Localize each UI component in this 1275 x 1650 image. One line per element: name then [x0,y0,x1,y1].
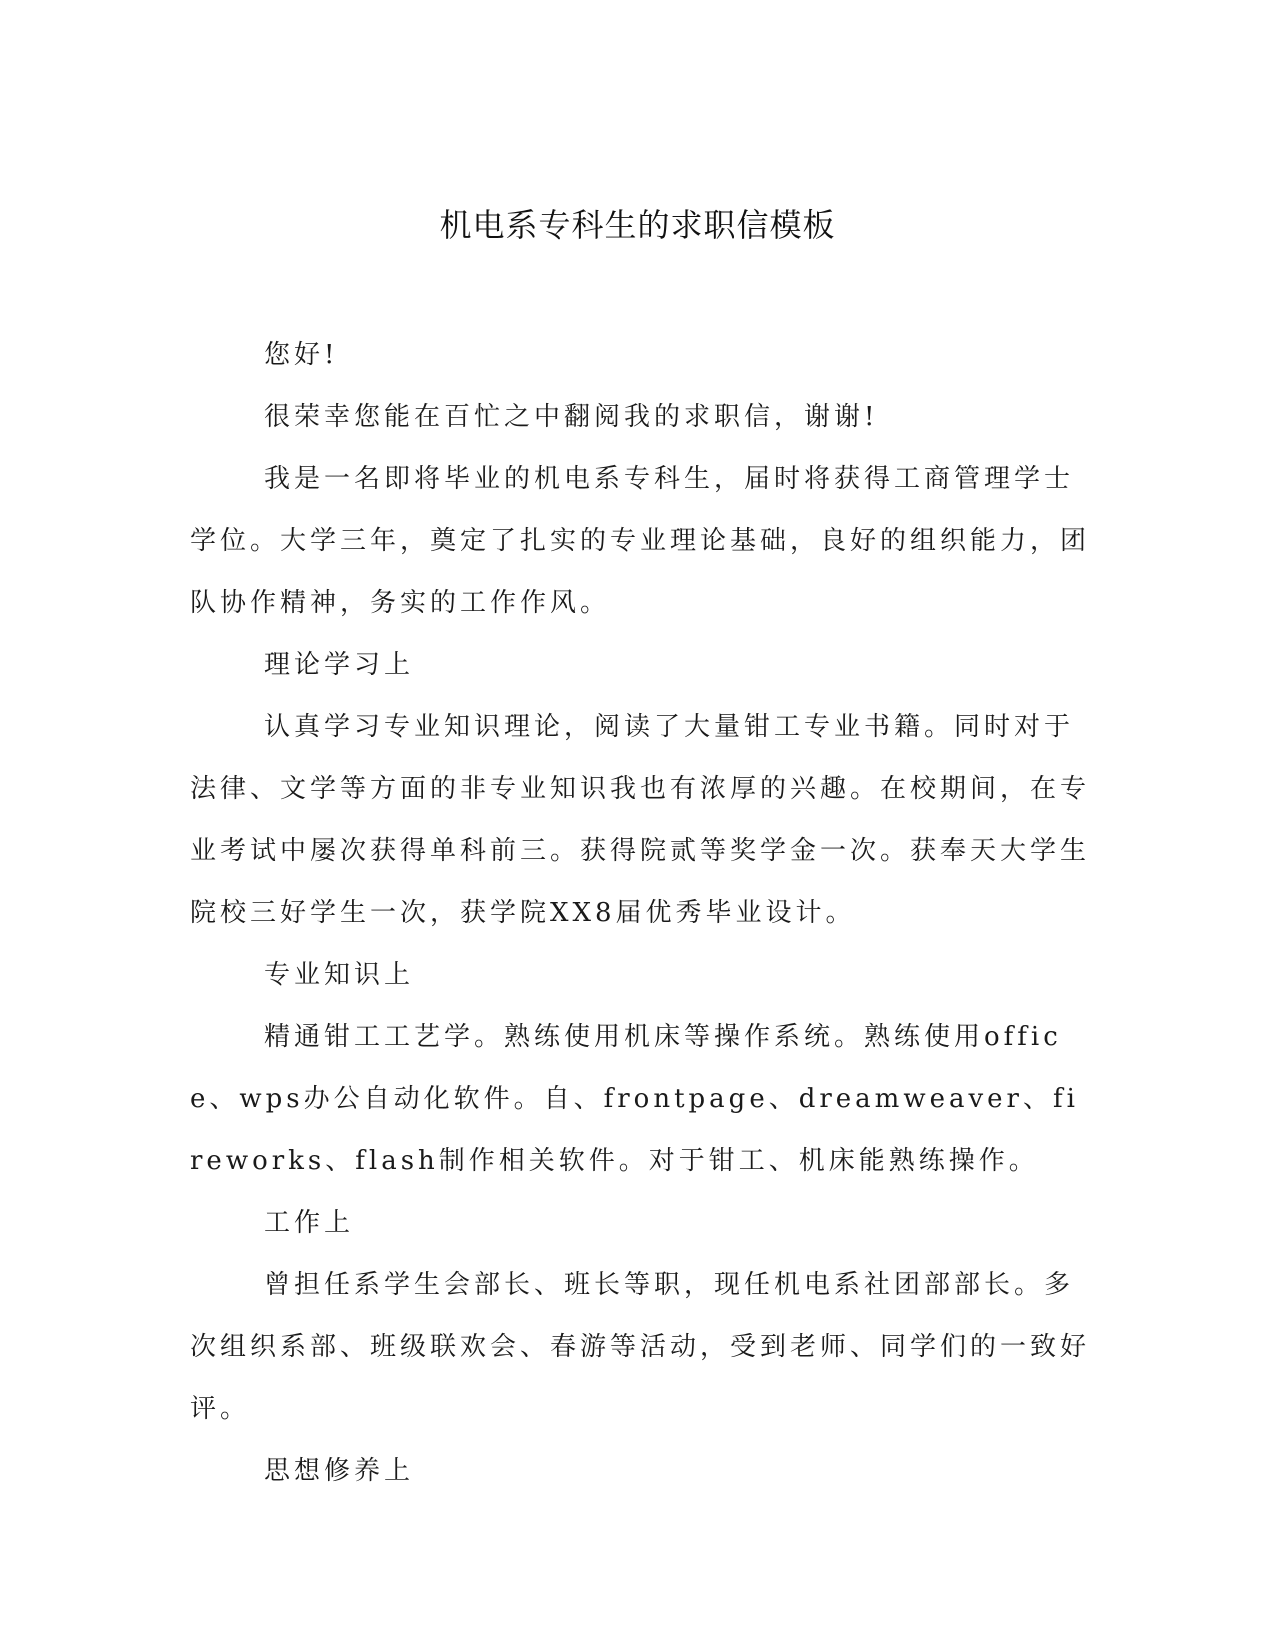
section-heading-ethics: 思想修养上 [264,1456,415,1486]
document-title: 机电系专科生的求职信模板 [439,206,836,244]
section-heading-work: 工作上 [264,1208,355,1238]
section-heading-theory: 理论学习上 [264,650,415,680]
intro-paragraph: 我是一名即将毕业的机电系专科生，届时将获得工商管理学士学位。大学三年，奠定了扎实的专业理论基础，良好的组织能力，团队协作精神，务实的工作作风。 [190,464,1091,618]
skills-paragraph: 精通钳工工艺学。熟练使用机床等操作系统。熟练使用office、wps办公自动化软件。自、frontpage、dreamweaver、fireworks、flash制作相关软件。对于钳工、机床能熟练操作。 [190,1022,1079,1176]
section-heading-skills: 专业知识上 [264,960,415,990]
theory-paragraph: 认真学习专业知识理论，阅读了大量钳工专业书籍。同时对于法律、文学等方面的非专业知识我也有浓厚的兴趣。在校期间，在专业考试中屡次获得单科前三。获得院贰等奖学金一次。获奉天大学生院校三好学生一次，获学院XX8届优秀毕业设计。 [190,712,1091,928]
greeting: 您好! [264,340,339,370]
letter-body [190,324,1090,1502]
thanks-paragraph: 很荣幸您能在百忙之中翻阅我的求职信，谢谢! [264,402,879,432]
work-paragraph: 曾担任系学生会部长、班长等职，现任机电系社团部部长。多次组织系部、班级联欢会、春游等活动，受到老师、同学们的一致好评。 [190,1270,1091,1424]
